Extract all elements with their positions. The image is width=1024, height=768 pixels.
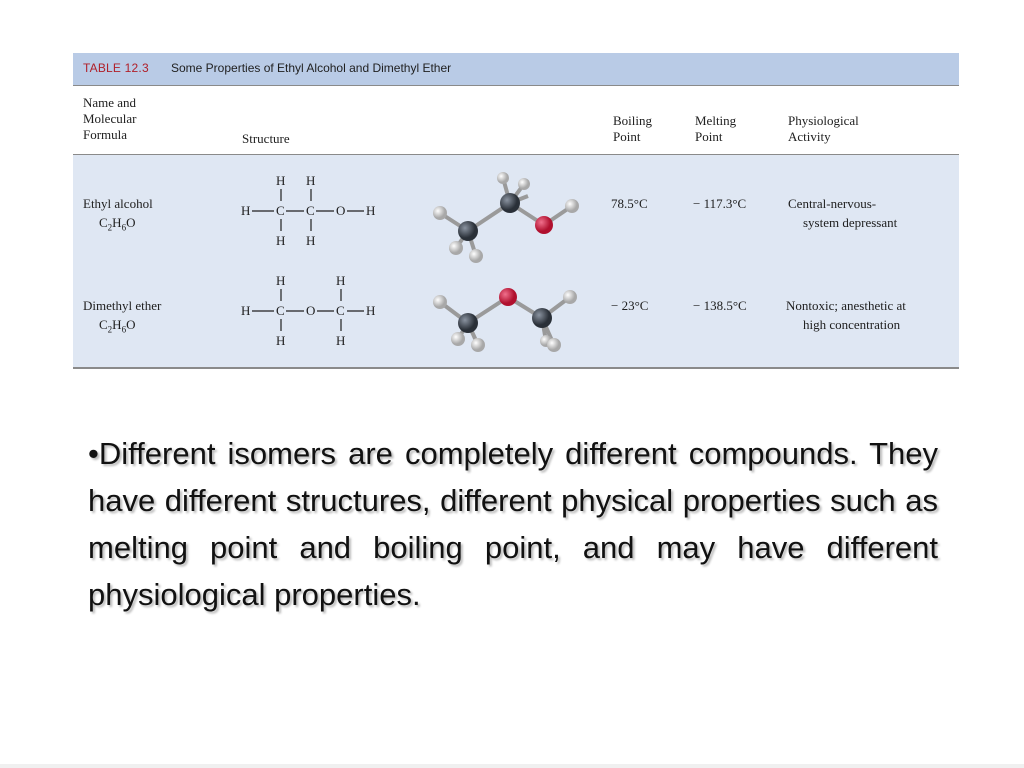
svg-text:C: C (276, 303, 285, 318)
svg-text:H: H (276, 333, 286, 348)
svg-text:H: H (276, 173, 286, 188)
svg-text:O: O (306, 303, 316, 318)
row1-melting-point: − 117.3°C (693, 196, 747, 211)
row2-melting-point: − 138.5°C (693, 298, 747, 313)
column-header-row (73, 86, 959, 155)
dimethyl-ether-structure (238, 271, 388, 351)
row2-activity-line2: high concentration (803, 317, 901, 332)
svg-text:H: H (241, 203, 251, 218)
table-title-band (73, 53, 959, 86)
row1-activity-line2: system depressant (803, 215, 898, 230)
row1-activity-line1: Central-nervous- (788, 196, 877, 211)
row1-formula: $C_2H_6O$ (99, 215, 136, 233)
svg-text:H: H (306, 173, 316, 188)
svg-text:H: H (276, 273, 286, 288)
header-activity-line1: Physiological (788, 113, 859, 128)
ethyl-alcohol-model-icon (428, 168, 588, 268)
svg-text:H: H (336, 333, 346, 348)
svg-text:H: H (276, 233, 286, 248)
header-name-line1: Name and (83, 95, 137, 110)
table-number: TABLE 12.3 (83, 61, 149, 75)
header-structure: Structure (242, 131, 290, 146)
svg-text:C: C (306, 203, 315, 218)
bottom-strip (0, 764, 1024, 768)
header-melting-line2: Point (695, 129, 723, 144)
header-boiling-line1: Boiling (613, 113, 653, 128)
dimethyl-ether-model-icon (428, 275, 598, 365)
ethyl-alcohol-structure (238, 171, 388, 251)
svg-text:H: H (366, 303, 376, 318)
header-melting-line1: Melting (695, 113, 737, 128)
header-activity-line2: Activity (788, 129, 831, 144)
header-name-line3: Formula (83, 127, 128, 142)
row2-activity-line1: Nontoxic; anesthetic at (786, 298, 906, 313)
body-paragraph: •Different isomers are completely different compounds. They have different structures, different physical properties such as melting point and boiling point, and may have different physiological properties. (88, 436, 938, 612)
row2-name: Dimethyl ether (83, 298, 162, 313)
properties-table (73, 53, 959, 369)
svg-text:O: O (336, 203, 346, 218)
svg-text:C: C (276, 203, 285, 218)
header-boiling-line2: Point (613, 129, 641, 144)
table-bottom-rule (73, 367, 959, 369)
row1-boiling-point: 78.5°C (611, 196, 648, 211)
row1-name: Ethyl alcohol (83, 196, 153, 211)
svg-text:H: H (241, 303, 251, 318)
header-name-line2: Molecular (83, 111, 137, 126)
svg-text:C: C (336, 303, 345, 318)
row2-boiling-point: − 23°C (611, 298, 649, 313)
row2-formula: $C_2H_6O$ (99, 317, 136, 335)
svg-text:H: H (306, 233, 316, 248)
svg-text:H: H (336, 273, 346, 288)
table-title: Some Properties of Ethyl Alcohol and Dimethyl Ether (171, 61, 452, 75)
svg-text:H: H (366, 203, 376, 218)
